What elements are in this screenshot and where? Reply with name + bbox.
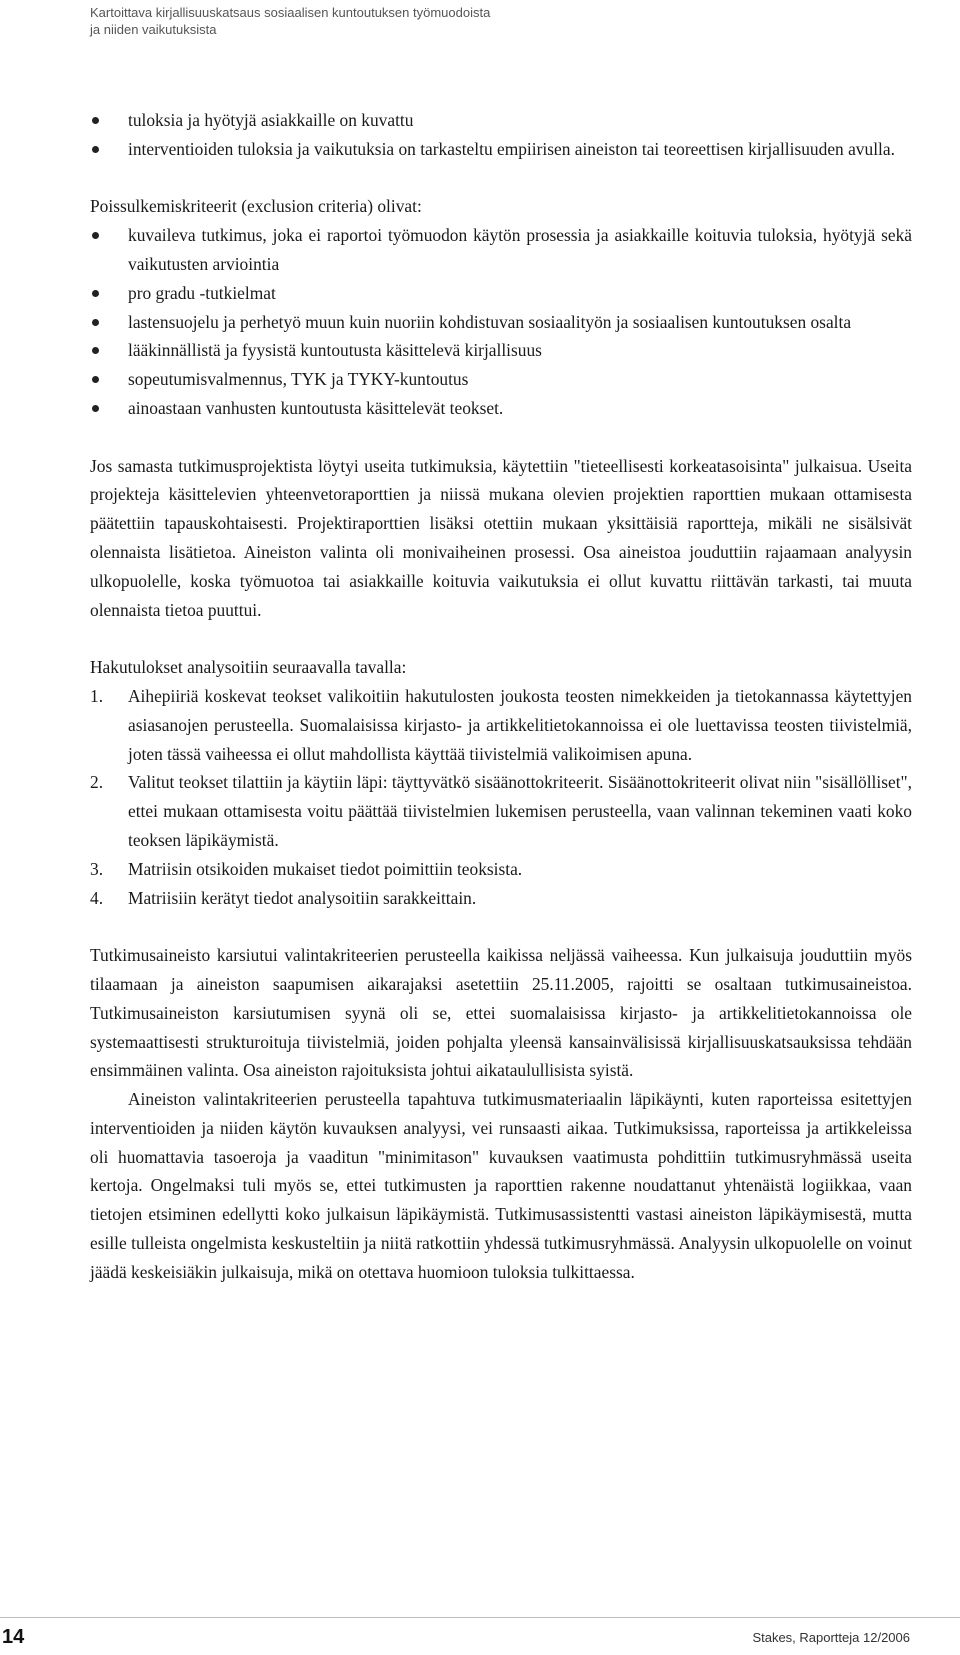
list-item: ainoastaan vanhusten kuntoutusta käsittelevät teokset. [90, 394, 912, 423]
list-item [90, 855, 912, 884]
inclusion-criteria-tail-list [90, 106, 912, 164]
paragraph-material-limitations: Tutkimusaineisto karsiutui valintakriteerien perusteella kaikissa neljässä vaiheessa. Kun julkaisuja jouduttiin myös tilaamaan ja aineiston saapumisen aikarajaksi asetettiin 25.11.2005, rajoitti se osaltaan tutkimusaineistoa. Tutkimusaineiston karsiutumisen syynä oli se, ettei suomalaisissa kirjasto- ja artikkelitietokannoissa ole systemaattisesti strukturoituja tiivistelmiä, joiden pohjalta yleensä kansainvälisissä kirjallisuuskatsauksissa tehdään ensimmäinen valinta. Osa aineiston rajoituksista johtui aikataulullisista syistä. [90, 945, 912, 1081]
list-item: interventioiden tuloksia ja vaikutuksia on tarkasteltu empiirisen aineiston tai teoreettisen kirjallisuuden avulla. [90, 135, 912, 164]
step-text: Matriisin otsikoiden mukaiset tiedot poimittiin teoksista. [128, 858, 523, 879]
list-item: pro gradu -tutkielmat [90, 279, 912, 308]
list-item: tuloksia ja hyötyjä asiakkaille on kuvattu [90, 106, 912, 135]
step-number: 4. [90, 887, 104, 908]
step-text: Aihepiiriä koskevat teokset valikoitiin hakutulosten joukosta teosten nimekkeiden ja tietokannassa käytettyjen asiasanojen perusteella. Suomalaisissa kirjasto- ja artikkelitietokannoissa ei ole luettavissa teosten tiivistelmiä, joten tässä vaiheessa ei ollut mahdollista käyttää tiivistelmiä valikoimisen apuna. [128, 685, 912, 764]
running-header-line-2: ja niiden vaikutuksista [90, 22, 217, 37]
publication-info: Stakes, Raportteja 12/2006 [752, 1630, 910, 1645]
list-item: lastensuojelu ja perhetyö muun kuin nuoriin kohdistuvan sosiaalityön ja sosiaalisen kuntoutuksen osalta [90, 308, 912, 337]
paragraph-review-process: Aineiston valintakriteerien perusteella tapahtuva tutkimusmateriaalin läpikäynti, kuten raporteissa esitettyjen interventioiden ja niiden käytön kuvauksen analyysi, vei runsaasti aikaa. Tutkimuksissa, raporteissa ja artikkeleissa oli huomattavia tasoeroja ja vaaditun "minimitason" kuvauksen vaatimusta pohdittiin tutkimusryhmässä useita kertoja. Ongelmaksi tuli myös se, ettei tutkimusten ja raporttien rakenne noudattanut yhtenäistä logiikkaa, vaan tietojen etsiminen edellytti koko julkaisun läpikäymistä. Tutkimusassistentti vastasi aineiston läpikäymisestä, mutta esille tulleista ongelmista keskusteltiin ja niitä ratkottiin yhdessä tutkimusryhmässä. Analyysin ulkopuolelle on voinut jäädä keskeisiäkin julkaisuja, mikä on otettava huomioon tuloksia tulkittaessa. [90, 1089, 912, 1282]
exclusion-criteria-list [90, 221, 912, 423]
step-text: Matriisiin kerätyt tiedot analysoitiin sarakkeittain. [128, 887, 477, 908]
analysis-intro: Hakutulokset analysoitiin seuraavalla tavalla: [90, 657, 407, 678]
step-number: 1. [90, 685, 104, 706]
list-item: sopeutumisvalmennus, TYK ja TYKY-kuntoutus [90, 365, 912, 394]
list-item [90, 682, 912, 768]
paragraph-project-selection: Jos samasta tutkimusprojektista löytyi useita tutkimuksia, käytettiin "tieteellisesti korkeatasoisinta" julkaisua. Useita projekteja käsittelevien yhteenvetoraporttien ja niissä mukana olevien projektien raporttien mukaan ottamisesta päätettiin tapauskohtaisesti. Projektiraporttien lisäksi otettiin mukaan yksittäisiä raportteja, mikäli ne sisälsivät olennaista lisätietoa. Aineiston valinta oli monivaiheinen prosessi. Osa aineistoa jouduttiin rajaamaan analyysin ulkopuolelle, koska työmuotoa tai asiakkaille koituvia vaikutuksia ei ollut kuvattu riittävän tarkasti, tai muuta olennaista tietoa puuttui. [90, 455, 912, 620]
step-number: 3. [90, 858, 104, 879]
step-text: Valitut teokset tilattiin ja käytiin läpi: täyttyvätkö sisäänottokriteerit. Sisäänottokriteerit olivat niin "sisällölliset", ettei mukaan ottamisesta voitu päättää tiivistelmien lukemisen perusteella, vaan valinnan tekeminen vaati koko teoksen läpikäymistä. [128, 772, 912, 850]
analysis-steps-list [90, 682, 912, 912]
page-number: 14 [2, 1626, 25, 1648]
running-header [90, 4, 490, 38]
step-number: 2. [90, 772, 104, 793]
list-item: lääkinnällistä ja fyysistä kuntoutusta käsittelevä kirjallisuus [90, 336, 912, 365]
body-text [90, 106, 912, 1287]
exclusion-criteria-intro: Poissulkemiskriteerit (exclusion criteria) olivat: [90, 196, 422, 217]
list-item [90, 884, 912, 913]
list-item: kuvaileva tutkimus, joka ei raportoi työmuodon käytön prosessia ja asiakkaille koituvia tuloksia, hyötyjä sekä vaikutusten arviointia [90, 221, 912, 279]
list-item [90, 768, 912, 854]
running-header-line-1: Kartoittava kirjallisuuskatsaus sosiaalisen kuntoutuksen työmuodoista [90, 5, 491, 20]
footer-divider [0, 1617, 960, 1618]
